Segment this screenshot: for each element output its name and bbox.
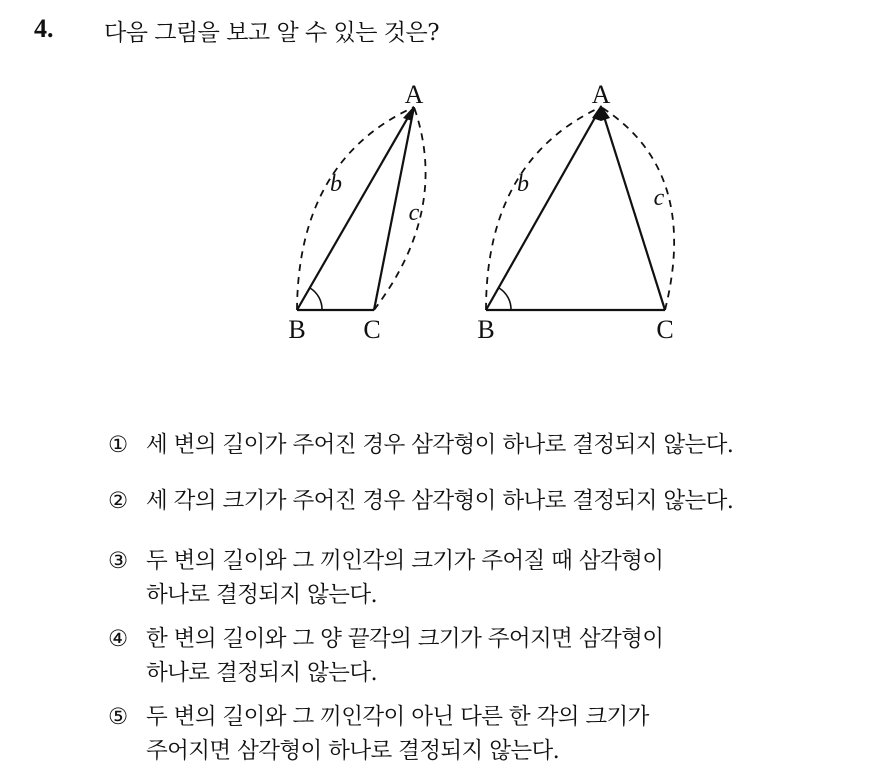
option-3[interactable] [108, 544, 663, 612]
option-3-marker: ③ [108, 548, 128, 574]
right-triangle [486, 107, 674, 310]
option-3-text-line1: 두 변의 길이와 그 끼인각의 크기가 주어질 때 삼각형이 [146, 548, 664, 574]
right-side-ab [486, 107, 601, 310]
right-vertex-a: A [591, 80, 611, 109]
option-1[interactable] [108, 428, 733, 462]
option-5[interactable] [108, 700, 649, 768]
left-side-label-b: b [330, 171, 342, 197]
left-side-ab [297, 107, 414, 310]
option-2-marker: ② [108, 488, 128, 514]
right-vertex-b: B [477, 315, 495, 344]
option-4-text-line2: 하나로 결정되지 않는다. [146, 660, 378, 686]
left-angle-mark [310, 288, 322, 310]
option-1-marker: ① [108, 432, 128, 458]
left-vertex-b: B [288, 315, 306, 344]
right-angle-mark [499, 288, 511, 310]
right-vertex-c: C [656, 315, 674, 344]
right-side-label-c: c [653, 185, 665, 211]
question-stem: 다음 그림을 보고 알 수 있는 것은? [104, 20, 440, 46]
option-4[interactable] [108, 622, 663, 690]
option-5-text-line2: 주어지면 삼각형이 하나로 결정되지 않는다. [146, 738, 560, 764]
option-2-text: 세 각의 크기가 주어진 경우 삼각형이 하나로 결정되지 않는다. [146, 488, 734, 514]
left-vertex-a: A [404, 80, 424, 109]
question-number: 4. [34, 14, 54, 43]
option-4-marker: ④ [108, 626, 128, 652]
option-5-text-line1: 두 변의 길이와 그 끼인각이 아닌 다른 한 각의 크기가 [146, 704, 649, 730]
left-side-label-c: c [408, 200, 420, 226]
left-vertex-c: C [363, 315, 381, 344]
option-1-text: 세 변의 길이가 주어진 경우 삼각형이 하나로 결정되지 않는다. [146, 432, 734, 458]
left-triangle [297, 107, 426, 310]
option-2[interactable] [108, 484, 733, 518]
right-side-label-b: b [517, 171, 529, 197]
option-4-text-line1: 한 변의 길이와 그 양 끝각의 크기가 주어지면 삼각형이 [146, 626, 664, 652]
option-5-marker: ⑤ [108, 704, 128, 730]
option-3-text-line2: 하나로 결정되지 않는다. [146, 582, 378, 608]
